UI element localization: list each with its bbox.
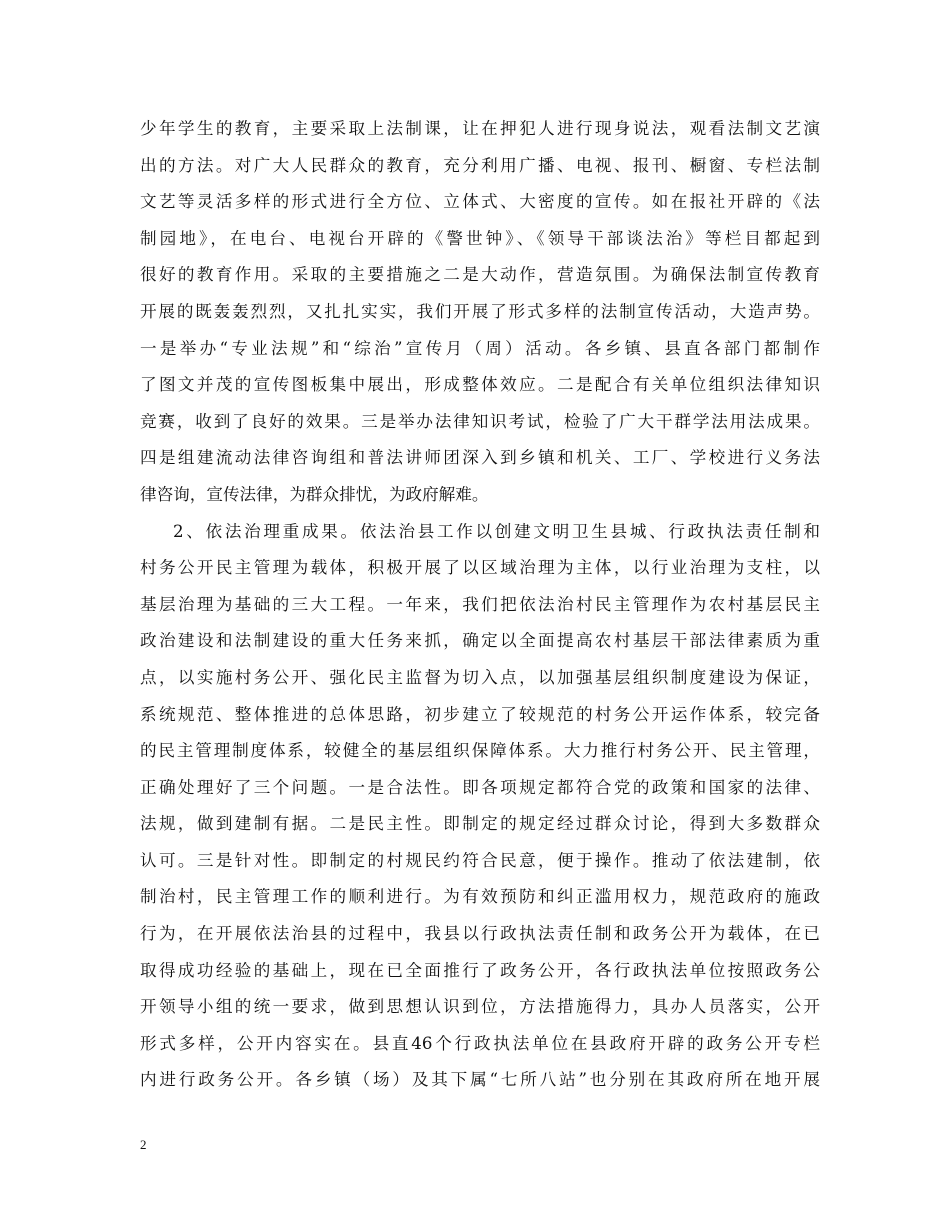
text-line: 四是组建流动法律咨询组和普法讲师团深入到乡镇和机关、工厂、学校进行义务法 — [140, 448, 820, 468]
text-line: 文艺等灵活多样的形式进行全方位、立体式、大密度的宣传。如在报社开辟的《法 — [140, 192, 820, 212]
text-line: 形式多样，公开内容实在。县直46个行政执法单位在县政府开辟的政务公开专栏 — [140, 1033, 820, 1053]
text-line: 出的方法。对广大人民群众的教育，充分利用广播、电视、报刊、橱窗、专栏法制 — [140, 155, 820, 175]
text-line: 点，以实施村务公开、强化民主监督为切入点，以加强基层组织制度建设为保证， — [140, 667, 820, 687]
text-line: 竞赛，收到了良好的效果。三是举办法律知识考试，检验了广大干群学法用法成果。 — [140, 411, 820, 431]
text-line: 村务公开民主管理为载体，积极开展了以区域治理为主体，以行业治理为支柱，以 — [140, 558, 820, 578]
text-line: 了图文并茂的宣传图板集中展出，形成整体效应。二是配合有关单位组织法律知识 — [140, 375, 820, 395]
text-line: 律咨询，宣传法律，为群众排忧，为政府解难。 — [140, 484, 489, 504]
text-line: 的民主管理制度体系，较健全的基层组织保障体系。大力推行村务公开、民主管理， — [140, 741, 820, 761]
text-line: 内进行政务公开。各乡镇（场）及其下属“七所八站”也分别在其政府所在地开展 — [140, 1070, 820, 1090]
body-text — [140, 111, 820, 1099]
text-line: 行为，在开展依法治县的过程中，我县以行政执法责任制和政务公开为载体，在已 — [140, 924, 820, 944]
section-heading-line: 2、依法治理重成果。依法治县工作以创建文明卫生县城、行政执法责任制和 — [173, 521, 820, 541]
text-line: 政治建设和法制建设的重大任务来抓，确定以全面提高农村基层干部法律素质为重 — [140, 631, 820, 651]
text-line: 制治村，民主管理工作的顺利进行。为有效预防和纠正滥用权力，规范政府的施政 — [140, 887, 820, 907]
text-line: 一是举办“专业法规”和“综治”宣传月（周）活动。各乡镇、县直各部门都制作 — [140, 338, 820, 358]
text-line: 少年学生的教育，主要采取上法制课，让在押犯人进行现身说法，观看法制文艺演 — [140, 119, 820, 138]
text-line: 取得成功经验的基础上，现在已全面推行了政务公开，各行政执法单位按照政务公 — [140, 960, 820, 980]
text-line: 系统规范、整体推进的总体思路，初步建立了较规范的村务公开运作体系，较完备 — [140, 704, 820, 724]
text-line: 正确处理好了三个问题。一是合法性。即各项规定都符合党的政策和国家的法律、 — [140, 777, 820, 797]
text-line: 基层治理为基础的三大工程。一年来，我们把依法治村民主管理作为农村基层民主 — [140, 594, 820, 614]
text-line: 开展的既轰轰烈烈，又扎扎实实，我们开展了形式多样的法制宣传活动，大造声势。 — [140, 301, 820, 321]
text-line: 制园地》，在电台、电视台开辟的《警世钟》、《领导干部谈法治》等栏目都起到 — [140, 228, 820, 248]
text-line: 开领导小组的统一要求，做到思想认识到位，方法措施得力，具办人员落实，公开 — [140, 997, 820, 1017]
text-line: 认可。三是针对性。即制定的村规民约符合民意，便于操作。推动了依法建制，依 — [140, 850, 820, 870]
text-line: 法规，做到建制有据。二是民主性。即制定的规定经过群众讨论，得到大多数群众 — [140, 814, 820, 834]
text-line: 很好的教育作用。采取的主要措施之二是大动作，营造氛围。为确保法制宣传教育 — [140, 265, 820, 285]
page-number: 2 — [140, 1137, 147, 1152]
